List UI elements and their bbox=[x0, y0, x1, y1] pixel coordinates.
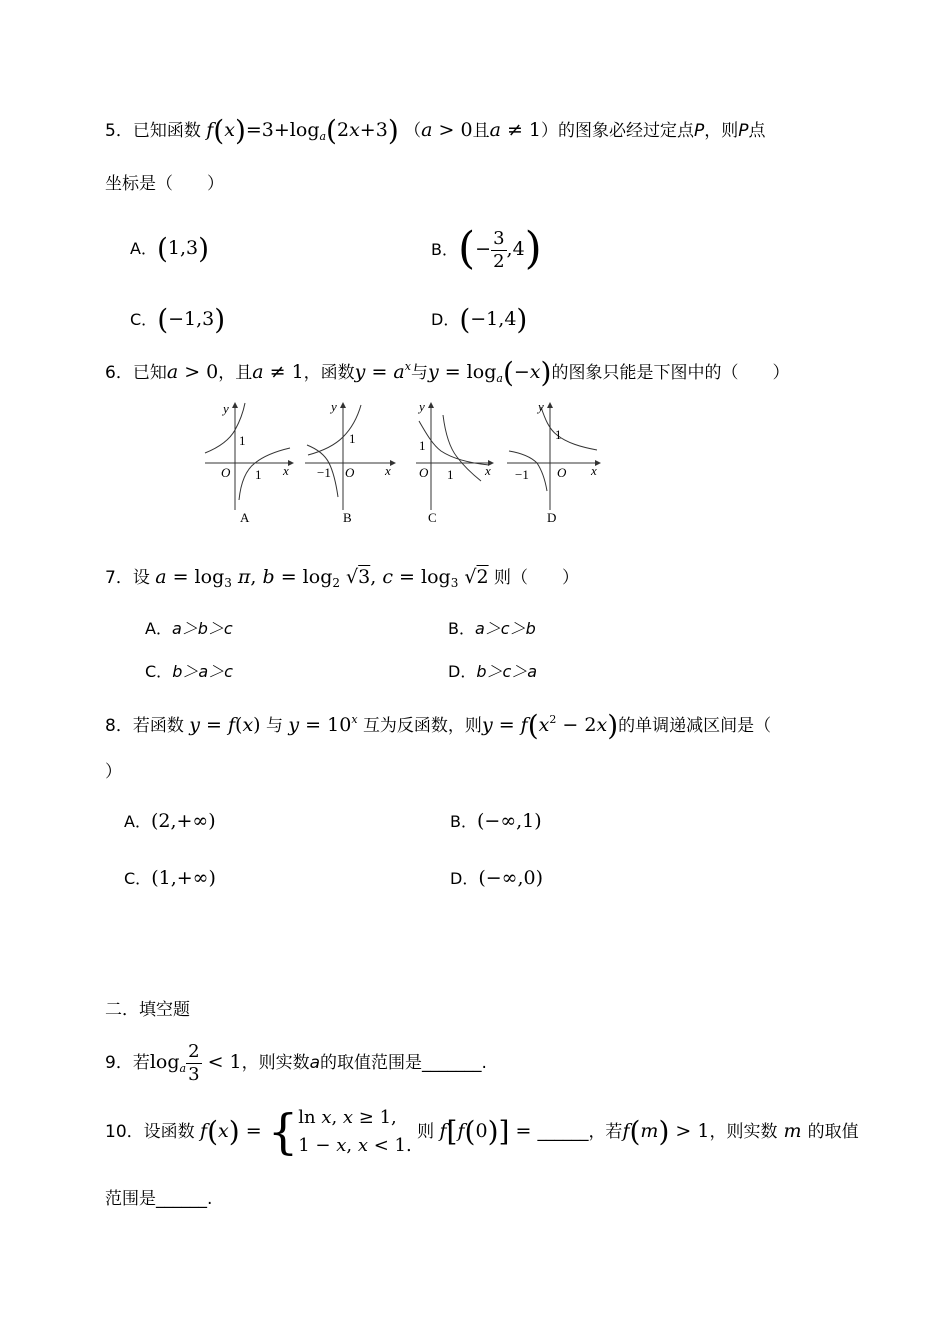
q5-stem-line2: 坐标是（ ） bbox=[105, 174, 224, 194]
q6-a-x-tick: 1 bbox=[255, 467, 262, 482]
svg-text:x: x bbox=[591, 463, 597, 478]
svg-text:1: 1 bbox=[349, 431, 356, 446]
q6-a-caption: A bbox=[240, 510, 250, 525]
svg-text:x: x bbox=[385, 463, 391, 478]
svg-text:−1: −1 bbox=[515, 467, 529, 482]
svg-text:O: O bbox=[345, 465, 355, 480]
q5-option-c: C．(−1,3) bbox=[130, 303, 226, 336]
q5-option-b: B．(− $\frac{3}{2}$ ,4) bbox=[431, 223, 542, 274]
svg-text:y: y bbox=[419, 399, 425, 414]
q5-option-a: A．(1,3) bbox=[130, 232, 210, 265]
section-title: 二．填空题 bbox=[105, 1000, 190, 1020]
q6-a-y-tick: 1 bbox=[239, 433, 246, 448]
q7-option-a: A．a＞b＞c bbox=[145, 619, 233, 638]
q6-a-origin: O bbox=[221, 465, 231, 480]
q8-option-a: A．(2,+∞) bbox=[124, 810, 216, 832]
svg-text:1: 1 bbox=[555, 427, 562, 442]
svg-text:x: x bbox=[485, 463, 491, 478]
q8-option-b: B．(−∞,1) bbox=[450, 810, 542, 832]
svg-text:O: O bbox=[419, 465, 429, 480]
q6-stem: 6．已知a > 0，且a ≠ 1，函数$y = a^x$与$y = \log_a(-x)$的图象只能是下图中的（ ） bbox=[105, 356, 790, 389]
q7-option-d: D．b＞c＞a bbox=[448, 662, 538, 681]
q7-option-b: B．a＞c＞b bbox=[448, 619, 536, 638]
svg-text:1: 1 bbox=[419, 438, 426, 453]
q8-option-c: C．(1,+∞) bbox=[124, 867, 216, 889]
q6-b-caption: B bbox=[343, 510, 352, 525]
q10-stem: 10．设函数 f(x) = { ln x, x ≥ 1, 1 − x, x < 1. 则 f[f(0)] = ______，若f(m) > 1，则实数 m 的取值 bbox=[105, 1104, 859, 1160]
q6-c-caption: C bbox=[428, 510, 437, 525]
q8-option-d: D．(−∞,0) bbox=[450, 867, 544, 889]
q6-a-x-label: x bbox=[283, 463, 289, 478]
svg-text:1: 1 bbox=[447, 467, 454, 482]
q6-a-y-label: y bbox=[223, 401, 229, 416]
svg-text:O: O bbox=[557, 465, 567, 480]
svg-text:y: y bbox=[331, 399, 337, 414]
q6-graph-d bbox=[507, 399, 600, 525]
q5-number: 5． bbox=[105, 121, 133, 141]
q5-option-d: D．(−1,4) bbox=[431, 303, 528, 336]
q10-stem-line2: 范围是______. bbox=[105, 1189, 213, 1209]
q9-stem: 9．若$\log_a$ $\frac{2}{3}$ < 1，则实数a的取值范围是_______. bbox=[105, 1040, 487, 1085]
svg-text:y: y bbox=[538, 399, 544, 414]
q6-graph-b bbox=[305, 399, 395, 525]
q5-stem: 5．已知函数 $f(x)=3+\log_a(2x+3) (a > 0$且a ≠ 1）的图象必经过定点P，则P点 bbox=[105, 114, 766, 147]
q8-stem: 8．若函数 y = f(x) 与 $y = 10^x$ 互为反函数，则$y = f(x^2 - 2x)$的单调递减区间是（ bbox=[105, 709, 772, 742]
q6-graph-a bbox=[205, 401, 293, 525]
svg-text:−1: −1 bbox=[317, 465, 331, 480]
q7-stem: 7．设 $a = \log_3 \pi$, $b = \log_2 √3$, $c = \log_3 √2$ 则（ ） bbox=[105, 566, 579, 590]
q6-graph-options bbox=[195, 395, 615, 530]
q8-stem-line2: ） bbox=[105, 762, 122, 782]
q6-d-caption: D bbox=[547, 510, 557, 525]
q6-graph-c bbox=[416, 399, 493, 525]
q7-option-c: C．b＞a＞c bbox=[145, 662, 233, 681]
